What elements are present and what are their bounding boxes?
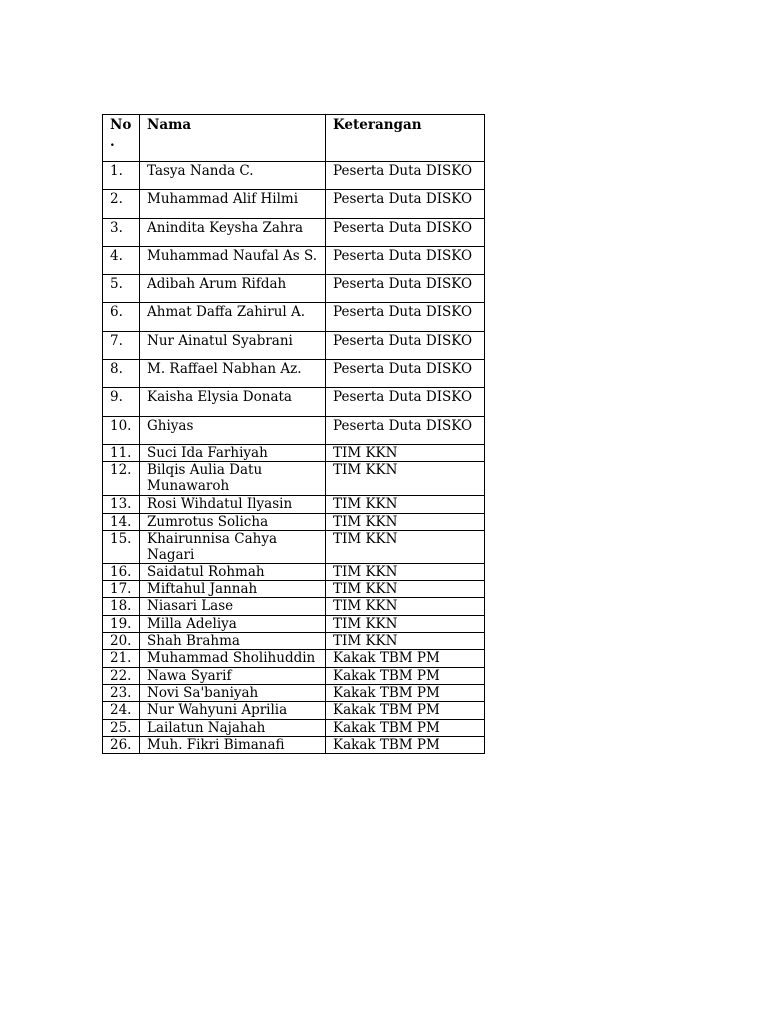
table-row — [103, 615, 485, 632]
cell-no: 7. — [103, 331, 140, 359]
table-row — [103, 360, 485, 388]
cell-keterangan: Peserta Duta DISKO — [326, 190, 485, 218]
cell-nama: Niasari Lase — [140, 598, 326, 615]
table-row — [103, 303, 485, 331]
cell-no: 2. — [103, 190, 140, 218]
cell-keterangan: Kakak TBM PM — [326, 667, 485, 684]
table-row — [103, 736, 485, 753]
cell-keterangan: TIM KKN — [326, 496, 485, 513]
cell-no: 13. — [103, 496, 140, 513]
cell-keterangan: Peserta Duta DISKO — [326, 360, 485, 388]
cell-keterangan: TIM KKN — [326, 598, 485, 615]
cell-keterangan: Peserta Duta DISKO — [326, 388, 485, 416]
cell-no: 9. — [103, 388, 140, 416]
cell-no: 8. — [103, 360, 140, 388]
table-row — [103, 650, 485, 667]
cell-nama: Ahmat Daffa Zahirul A. — [140, 303, 326, 331]
cell-nama: Suci Ida Farhiyah — [140, 444, 326, 461]
cell-no: 20. — [103, 633, 140, 650]
cell-keterangan: Kakak TBM PM — [326, 702, 485, 719]
cell-nama: Adibah Arum Rifdah — [140, 275, 326, 303]
cell-no: 14. — [103, 513, 140, 530]
participant-table — [102, 114, 485, 754]
table-row — [103, 719, 485, 736]
cell-keterangan: TIM KKN — [326, 444, 485, 461]
table-row — [103, 667, 485, 684]
table-row — [103, 444, 485, 461]
cell-nama: Nur Wahyuni Aprilia — [140, 702, 326, 719]
cell-nama: Miftahul Jannah — [140, 581, 326, 598]
cell-no: 23. — [103, 684, 140, 701]
cell-no: 21. — [103, 650, 140, 667]
table-row — [103, 246, 485, 274]
table-row — [103, 581, 485, 598]
cell-keterangan: Kakak TBM PM — [326, 684, 485, 701]
cell-keterangan: TIM KKN — [326, 563, 485, 580]
cell-nama: Bilqis Aulia Datu Munawaroh — [140, 462, 326, 496]
cell-nama: Shah Brahma — [140, 633, 326, 650]
cell-nama: Tasya Nanda C. — [140, 162, 326, 190]
cell-no: 5. — [103, 275, 140, 303]
table-body — [103, 162, 485, 754]
cell-nama: Nur Ainatul Syabrani — [140, 331, 326, 359]
table-row — [103, 462, 485, 496]
cell-nama: Zumrotus Solicha — [140, 513, 326, 530]
cell-keterangan: Peserta Duta DISKO — [326, 275, 485, 303]
cell-keterangan: TIM KKN — [326, 462, 485, 496]
cell-nama: Rosi Wihdatul Ilyasin — [140, 496, 326, 513]
cell-nama: Saidatul Rohmah — [140, 563, 326, 580]
cell-keterangan: Peserta Duta DISKO — [326, 218, 485, 246]
table-row — [103, 388, 485, 416]
cell-keterangan: TIM KKN — [326, 581, 485, 598]
table-row — [103, 331, 485, 359]
cell-nama: Muh. Fikri Bimanafi — [140, 736, 326, 753]
cell-no: 4. — [103, 246, 140, 274]
cell-no: 15. — [103, 530, 140, 563]
header-no: No . — [103, 115, 140, 162]
cell-keterangan: Peserta Duta DISKO — [326, 331, 485, 359]
cell-keterangan: Kakak TBM PM — [326, 719, 485, 736]
cell-nama: Ghiyas — [140, 416, 326, 444]
table-header-row — [103, 115, 485, 162]
table-row — [103, 513, 485, 530]
table-row — [103, 563, 485, 580]
table-row — [103, 684, 485, 701]
cell-keterangan: Kakak TBM PM — [326, 736, 485, 753]
table-row — [103, 218, 485, 246]
cell-nama: Muhammad Naufal As S. — [140, 246, 326, 274]
cell-no: 3. — [103, 218, 140, 246]
table-row — [103, 598, 485, 615]
cell-no: 17. — [103, 581, 140, 598]
cell-nama: Nawa Syarif — [140, 667, 326, 684]
cell-no: 18. — [103, 598, 140, 615]
cell-nama: Milla Adeliya — [140, 615, 326, 632]
cell-keterangan: Peserta Duta DISKO — [326, 162, 485, 190]
cell-no: 19. — [103, 615, 140, 632]
table-row — [103, 530, 485, 563]
cell-no: 10. — [103, 416, 140, 444]
cell-nama: Lailatun Najahah — [140, 719, 326, 736]
cell-no: 6. — [103, 303, 140, 331]
cell-nama: Muhammad Alif Hilmi — [140, 190, 326, 218]
cell-no: 1. — [103, 162, 140, 190]
cell-keterangan: TIM KKN — [326, 633, 485, 650]
cell-keterangan: Peserta Duta DISKO — [326, 416, 485, 444]
table-row — [103, 275, 485, 303]
cell-nama: Muhammad Sholihuddin — [140, 650, 326, 667]
cell-nama: Kaisha Elysia Donata — [140, 388, 326, 416]
cell-no: 25. — [103, 719, 140, 736]
cell-keterangan: TIM KKN — [326, 615, 485, 632]
table-row — [103, 190, 485, 218]
cell-nama: Novi Sa'baniyah — [140, 684, 326, 701]
cell-nama: M. Raffael Nabhan Az. — [140, 360, 326, 388]
header-nama: Nama — [140, 115, 326, 162]
cell-no: 16. — [103, 563, 140, 580]
table-row — [103, 702, 485, 719]
cell-keterangan: TIM KKN — [326, 530, 485, 563]
cell-no: 22. — [103, 667, 140, 684]
table-row — [103, 416, 485, 444]
cell-keterangan: TIM KKN — [326, 513, 485, 530]
cell-keterangan: Peserta Duta DISKO — [326, 303, 485, 331]
table-row — [103, 633, 485, 650]
cell-no: 24. — [103, 702, 140, 719]
cell-no: 11. — [103, 444, 140, 461]
cell-keterangan: Kakak TBM PM — [326, 650, 485, 667]
table-row — [103, 496, 485, 513]
table-row — [103, 162, 485, 190]
cell-keterangan: Peserta Duta DISKO — [326, 246, 485, 274]
cell-no: 26. — [103, 736, 140, 753]
cell-no: 12. — [103, 462, 140, 496]
header-keterangan: Keterangan — [326, 115, 485, 162]
cell-nama: Khairunnisa Cahya Nagari — [140, 530, 326, 563]
cell-nama: Anindita Keysha Zahra — [140, 218, 326, 246]
